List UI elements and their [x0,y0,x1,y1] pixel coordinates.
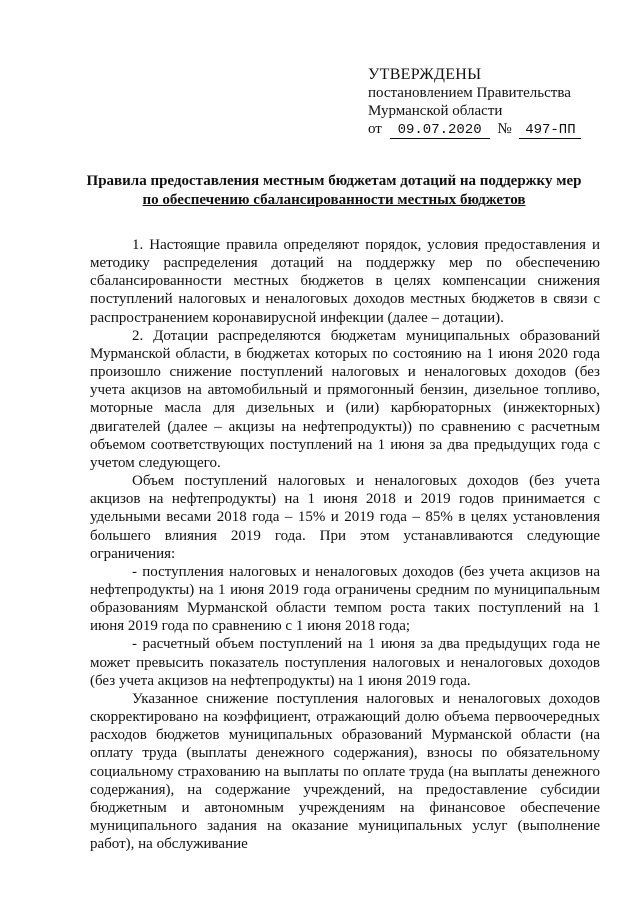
approval-stamp [368,66,581,139]
approval-title: УТВЕРЖДЕНЫ [368,66,482,83]
paragraph-3: Объем поступлений налоговых и неналоговых доходов (без учета акцизов на нефтепродукты) на 1 июня 2018 и 2019 годов принимается с удельными весами 2018 года – 15% и 2019 года – 85% в целях установления большего влияния 2019 года. При этом устанавливаются следующие ограничения: [90,473,600,562]
document-title [70,172,598,210]
paragraph-2: 2. Дотации распределяются бюджетам муниципальных образований Мурманской области, в бюджетах которых по состоянию на 1 июня 2020 года произошло снижение поступлений налоговых и неналоговых доходов (без учета акцизов на автомобильный и прямогонный бензин, дизельное топливо, моторные масла для дизельных и (или) карбюраторных (инжекторных) двигателей (далее – акцизы на нефтепродукты)) по сравнению с расчетным объемом соответствующих поступлений на 1 июня за два предыдущих года с учетом следующего. [90,327,600,471]
document-body [90,236,600,853]
list-item-1: - поступления налоговых и неналоговых доходов (без учета акцизов на нефтепродукты) на 1 июня 2019 года ограничены средним по муниципальным образованиям Мурманской области темпом роста таких поступлений на 1 июня 2019 года по сравнению с 1 июня 2018 года; [90,563,600,635]
approval-date: 09.07.2020 [390,123,490,139]
number-label: № [497,121,512,137]
approval-number: 497-ПП [519,123,581,139]
approval-date-line [368,120,581,139]
from-label: от [368,121,382,137]
approval-line-2: Мурманской области [368,103,503,119]
paragraph-1: 1. Настоящие правила определяют порядок, условия предоставления и методику распределения дотаций на поддержку мер по обеспечению сбалансированности местных бюджетов в целях компенсации снижения поступлений налоговых и неналоговых доходов местных бюджетов в связи с распространением коронавирусной инфекции (далее – дотации). [90,237,600,326]
list-item-2: - расчетный объем поступлений на 1 июня за два предыдущих года не может превысить показатель поступления налоговых и неналоговых доходов (без учета акцизов на нефтепродукты) на 1 июня 2019 года. [90,636,600,689]
approval-line-1: постановлением Правительства [368,85,571,101]
title-line-1: Правила предоставления местным бюджетам дотаций на поддержку мер [86,173,582,189]
title-line-2: по обеспечению сбалансированности местных бюджетов [142,192,526,208]
paragraph-4: Указанное снижение поступления налоговых и неналоговых доходов скорректировано на коэффициент, отражающий долю объема первоочередных расходов бюджетов муниципальных образований Мурманской области (на оплату труда (выплаты денежного содержания), взносы по обязательному социальному страхованию на выплаты по оплате труда (на выплаты денежного содержания), на содержание учреждений, на предоставление субсидии бюджетным и автономным учреждениям на финансовое обеспечение муниципального задания на оказание муниципальных услуг (выполнение работ), на обслуживание [90,690,600,853]
